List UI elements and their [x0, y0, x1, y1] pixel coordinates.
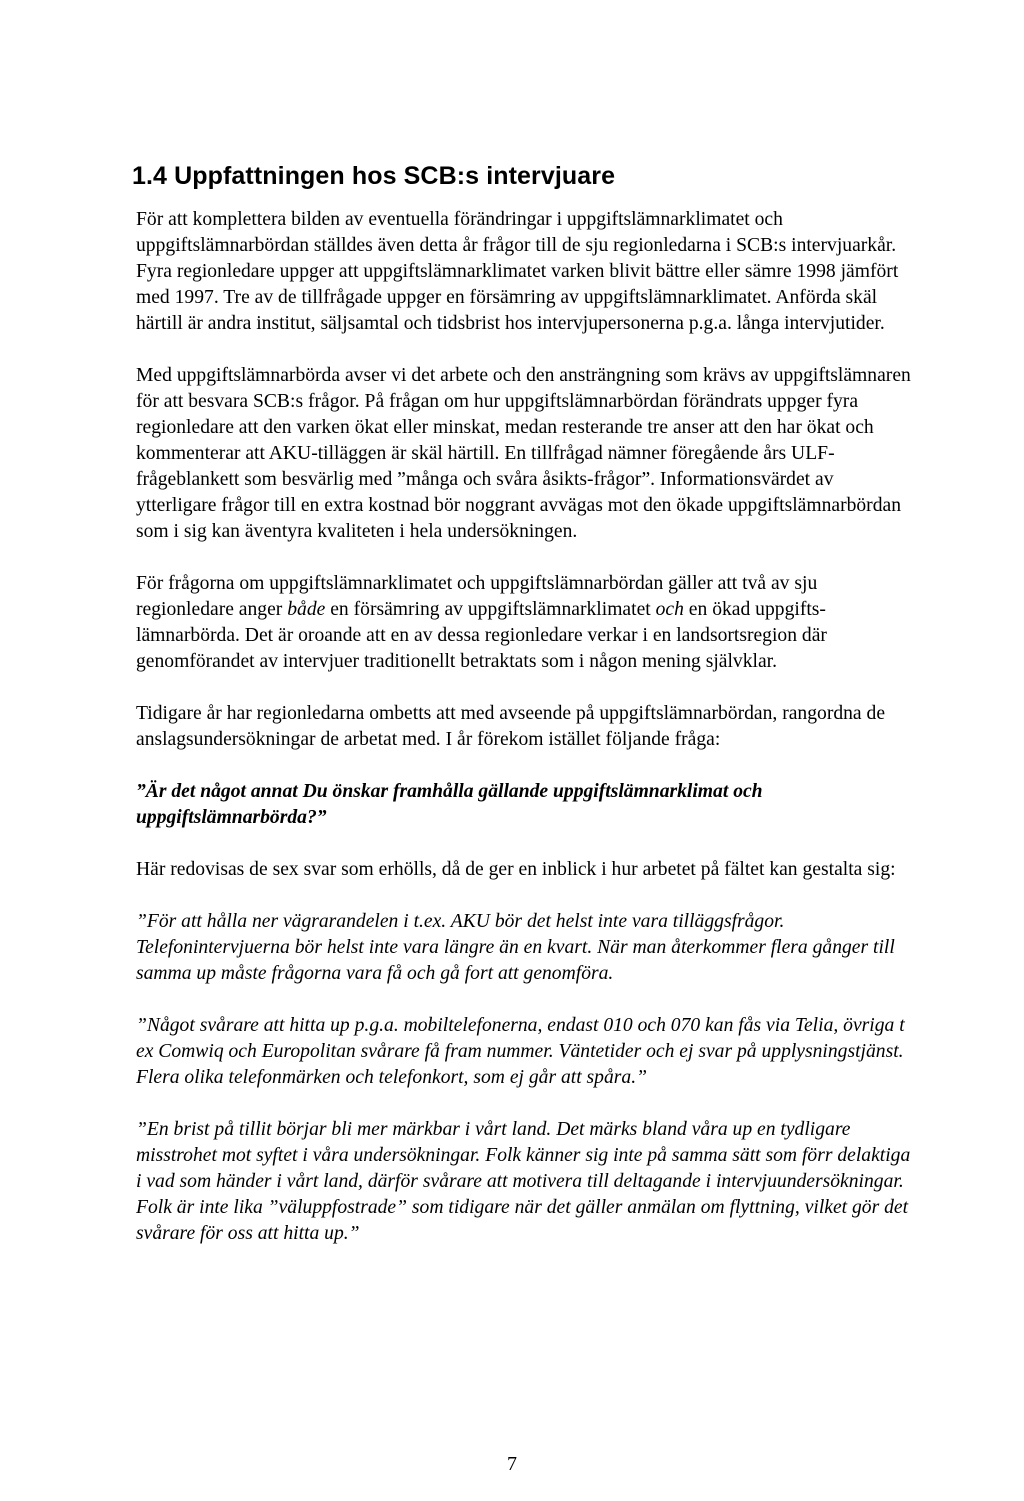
paragraph-bada	[136, 571, 916, 675]
paragraph-text: en försämring av uppgiftslämnarklimatet	[325, 599, 656, 620]
emphasis-bada: både	[287, 599, 326, 620]
paragraph-borda: Med uppgiftslämnarbörda avser vi det arbete och den ansträngning som krävs av uppgiftslämnaren för att besvara SCB:s frågor. På frågan om hur uppgiftslämnarbördan förändrats uppger fyra regionledare att den varken ökat eller minskat, medan resterande tre anser att den har ökat och kommenterar att AKU-tilläggen är skäl härtill. En tillfrågad nämner föregående års ULF-frågeblankett som besvärlig med ”många och svåra åsikts-frågor”. Informationsvärdet av ytterligare frågor till en extra kostnad bör noggrant avvägas mot den ökade uppgiftslämnarbördan som i sig kan äventyra kvaliteten i hela undersökningen.	[136, 365, 911, 542]
answer-quote-1: ”För att hålla ner vägrarandelen i t.ex. AKU bör det helst inte vara tilläggsfrågor. Telefonintervjuerna bör helst inte vara längre än en kvart. När man återkommer flera gånger till samma up måste frågorna vara få och gå fort att genomföra.	[136, 911, 895, 984]
paragraph-text: För frågorna om uppgiftslämnarklimatet och uppgiftslämnarbördan gäller att två av sju regionledare anger	[136, 573, 818, 620]
paragraph-redovisas: Här redovisas de sex svar som erhölls, då de ger en inblick i hur arbetet på fältet kan gestalta sig:	[136, 859, 896, 880]
answer-quote-3: ”En brist på tillit börjar bli mer märkbar i vårt land. Det märks bland våra up en tydligare misstrohet mot syftet i våra undersökningar. Folk känner sig inte på samma sätt som förr delaktiga i vad som händer i vårt land, därför svårare att motivera till deltagande i intervjuundersökningar. Folk är inte lika ”väluppfostrade” som tidigare när det gäller anmälan om flyttning, vilket gör det svårare för oss att hitta up.”	[136, 1119, 911, 1244]
document-page	[132, 160, 916, 1247]
page-number: 7	[507, 1453, 517, 1475]
survey-question: ”Är det något annat Du önskar framhålla gällande uppgiftslämnarklimat och uppgiftslämnarbörda?”	[136, 781, 763, 828]
paragraph-klimat: För att komplettera bilden av eventuella förändringar i uppgiftslämnarklimatet och uppgiftslämnarbördan ställdes även detta år frågor till de sju regionledarna i SCB:s intervjuarkår. Fyra regionledare uppger att uppgiftslämnarklimatet varken blivit bättre eller sämre 1998 jämfört med 1997. Tre av de tillfrågade uppger en försämring av uppgiftslämnarklimatet. Anförda skäl härtill är andra institut, säljsamtal och tidsbrist hos intervjupersonerna p.g.a. långa intervjutider.	[136, 209, 899, 334]
paragraph-text: en ökad uppgifts-lämnarbörda. Det är oroande att en av dessa regionledare verkar i en landsortsregion där genomförandet av intervjuer traditionellt betraktats som i någon mening självklar.	[136, 599, 827, 672]
answer-quote-2: ”Något svårare att hitta up p.g.a. mobiltelefonerna, endast 010 och 070 kan fås via Telia, övriga t ex Comwiq och Europolitan svårare få fram nummer. Väntetider och ej svar på upplysningstjänst. Flera olika telefonmärken och telefonkort, som ej går att spåra.”	[136, 1015, 905, 1088]
section-heading: 1.4 Uppfattningen hos SCB:s intervjuare	[132, 162, 616, 190]
paragraph-tidigare: Tidigare år har regionledarna ombetts att med avseende på uppgiftslämnarbördan, rangordna de anslagsundersökningar de arbetat med. I år förekom istället följande fråga:	[136, 703, 886, 750]
emphasis-och: och	[655, 599, 684, 620]
